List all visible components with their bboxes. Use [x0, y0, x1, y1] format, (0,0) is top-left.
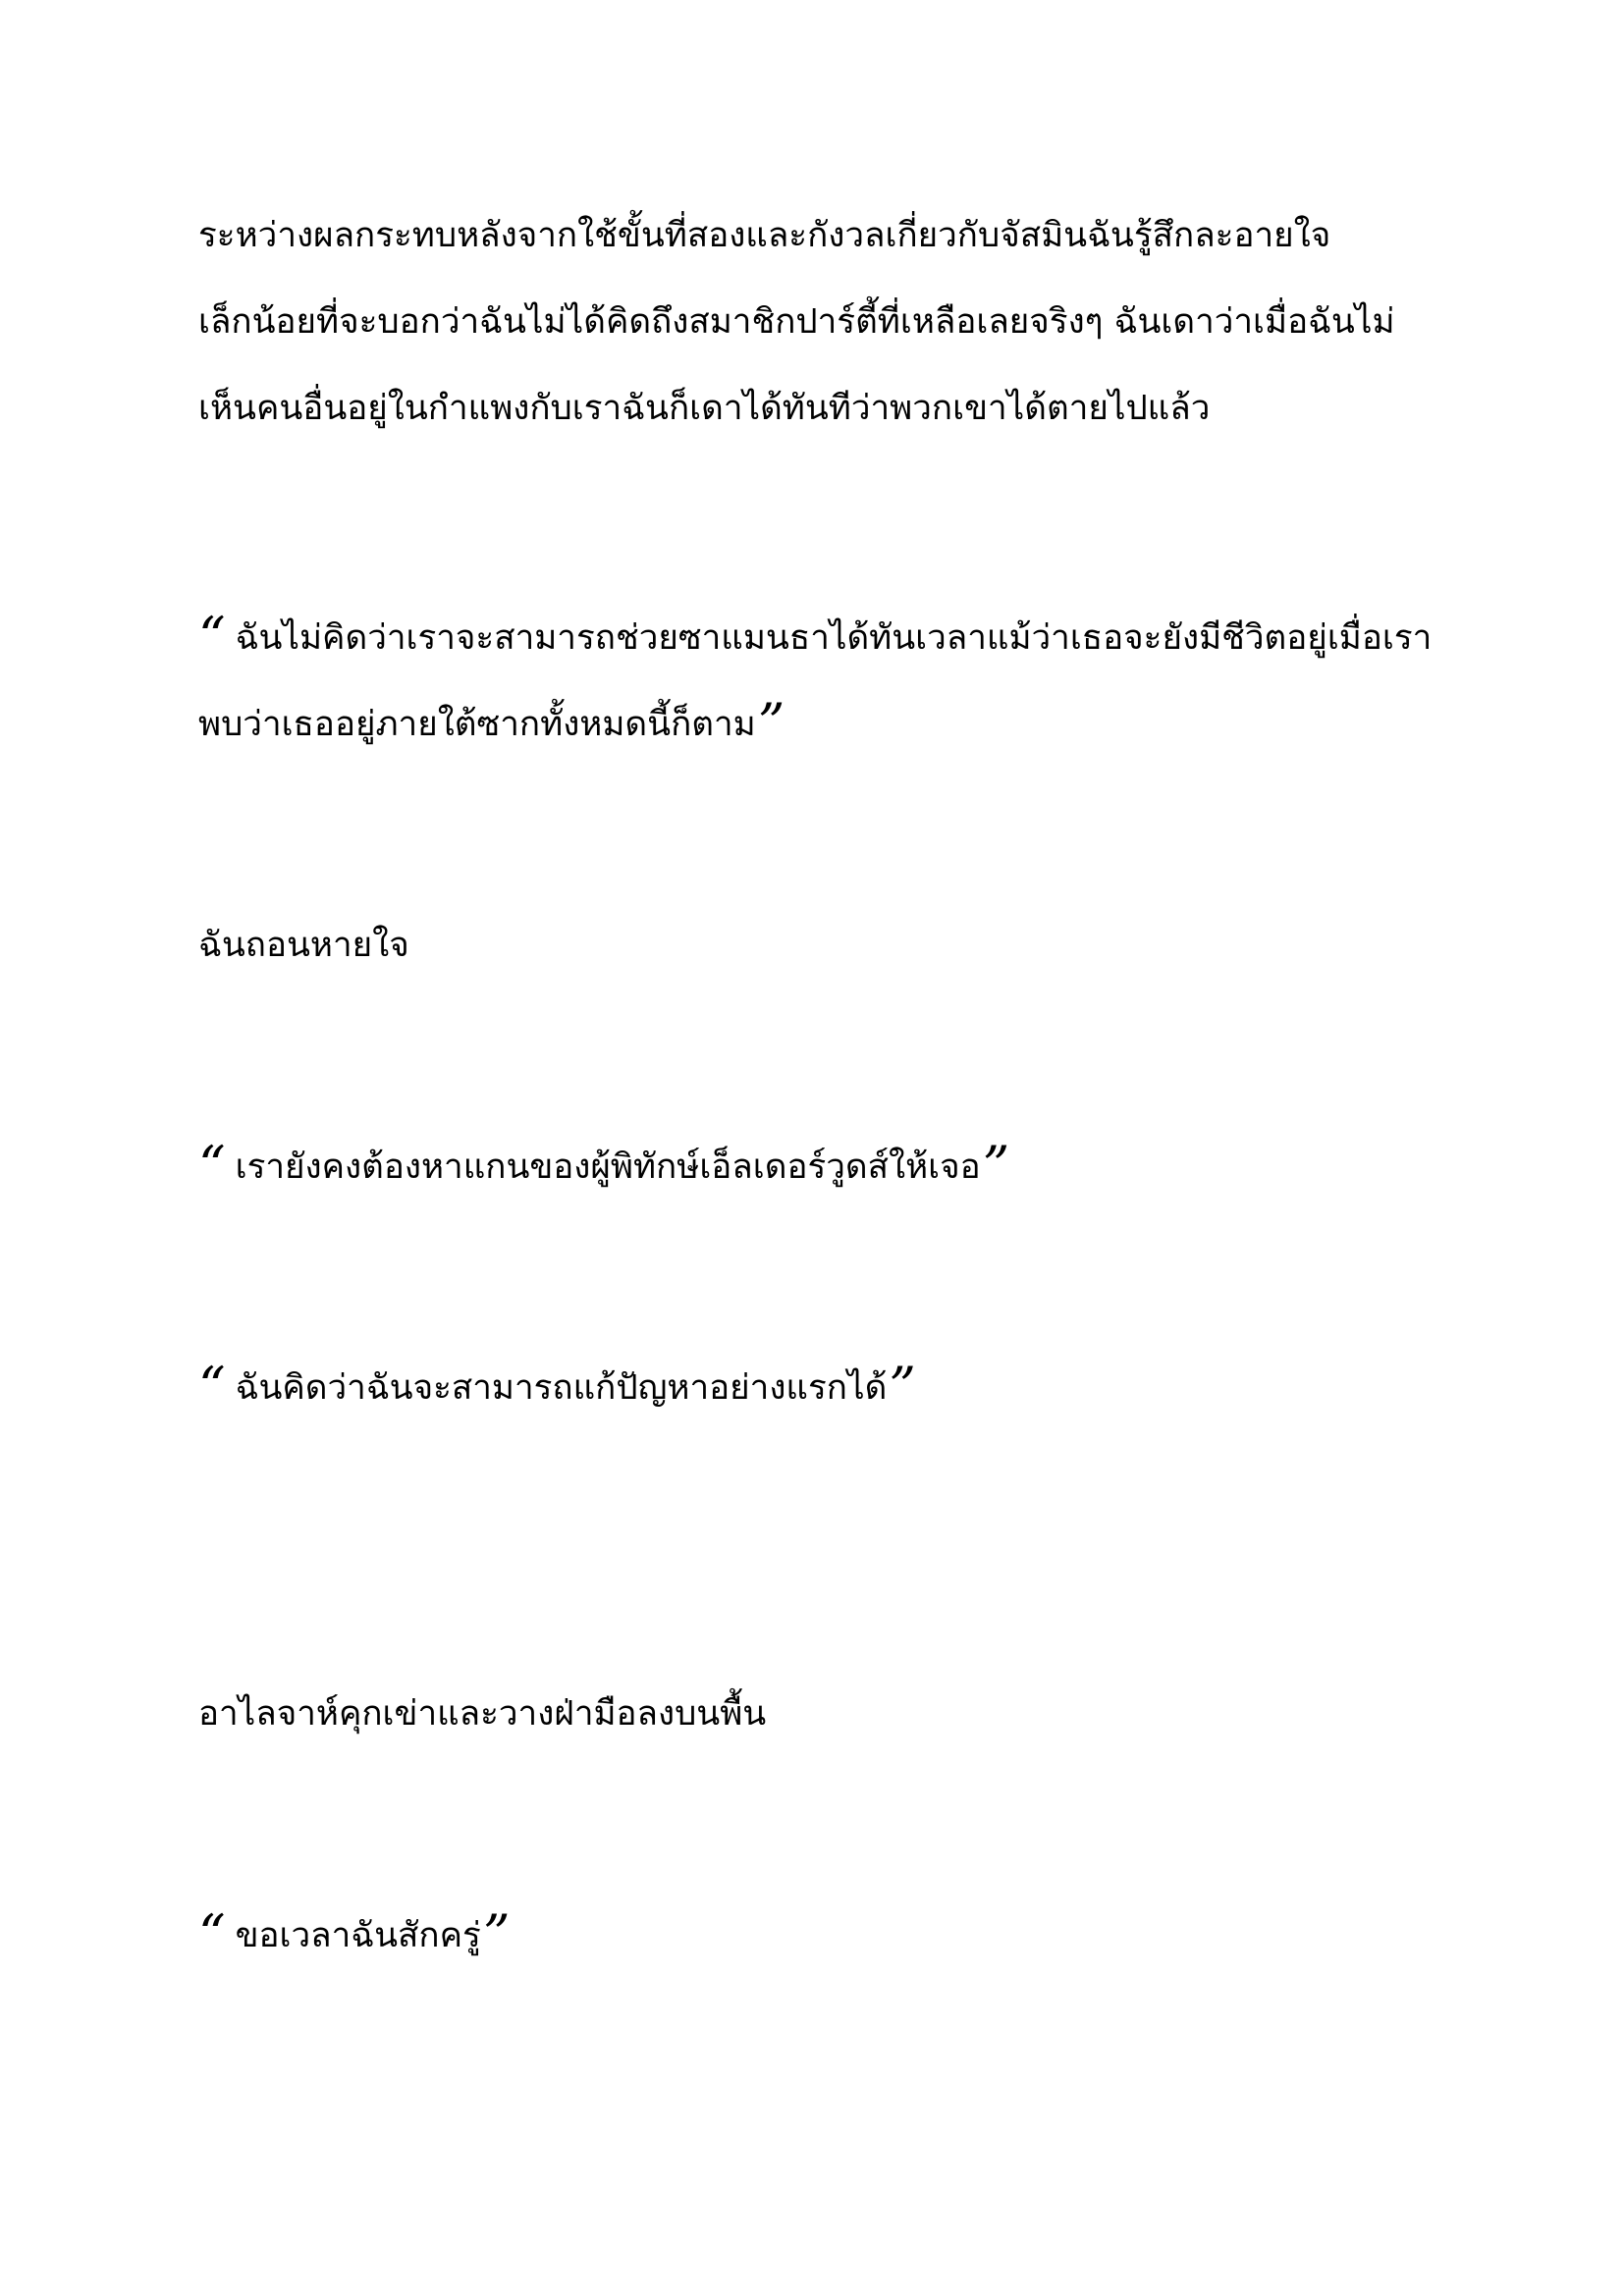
dialogue-text: เรายังคงต้องหาแกนของผู้พิทักษ์เอ็ลเดอร์วูดส์ให้เจอ: [235, 1148, 981, 1187]
text-line: อาไลจาห์คุกเข่าและวางฝ่ามือลงบนพื้น: [198, 1694, 767, 1734]
dialogue-paragraph: [198, 1893, 1445, 1979]
text-line: [198, 681, 1445, 768]
text-line: [198, 1124, 1445, 1210]
dialogue-paragraph: [198, 1345, 1445, 1431]
text-line: เห็นคนอื่นอยู่ในกำแพงกับเราฉันก็เดาได้ทันทีว่าพวกเขาได้ตายไปแล้ว: [198, 389, 1211, 428]
text-line: ฉันถอนหายใจ: [198, 926, 409, 965]
close-quote-mark: ”: [982, 1135, 1010, 1197]
close-quote-mark: ”: [757, 692, 785, 754]
text-line: ระหว่างผลกระทบหลังจากใช้ขั้นที่สองและกังวลเกี่ยวกับจัสมินฉันรู้สึกละอายใจ: [198, 216, 1331, 255]
narrative-paragraph: [198, 902, 1445, 988]
close-quote-mark: ”: [482, 1903, 511, 1965]
text-line: [198, 1893, 1445, 1979]
dialogue-text: ฉันคิดว่าฉันจะสามารถแก้ปัญหาอย่างแรกได้: [235, 1368, 888, 1408]
narrative-paragraph: [198, 192, 1445, 452]
close-quote-mark: ”: [889, 1356, 916, 1417]
narrative-paragraph: [198, 1671, 1445, 1757]
open-quote-mark: “: [198, 606, 226, 667]
dialogue-paragraph: [198, 1124, 1445, 1210]
text-line: [198, 595, 1445, 681]
text-line: เล็กน้อยที่จะบอกว่าฉันไม่ได้คิดถึงสมาชิกปาร์ตี้ที่เหลือเลยจริงๆ ฉันเดาว่าเมื่อฉันไม่: [198, 302, 1395, 342]
dialogue-paragraph: [198, 595, 1445, 768]
open-quote-mark: “: [198, 1356, 226, 1417]
dialogue-text: พบว่าเธออยู่ภายใต้ซากทั้งหมดนี้ก็ตาม: [198, 705, 756, 744]
open-quote-mark: “: [198, 1903, 226, 1965]
dialogue-text: ขอเวลาฉันสักครู่: [235, 1916, 481, 1955]
text-line: [198, 1345, 1445, 1431]
open-quote-mark: “: [198, 1135, 226, 1197]
dialogue-text: ฉันไม่คิดว่าเราจะสามารถช่วยซาแมนธาได้ทันเวลาแม้ว่าเธอจะยังมีชีวิตอยู่เมื่อเรา: [235, 618, 1433, 658]
